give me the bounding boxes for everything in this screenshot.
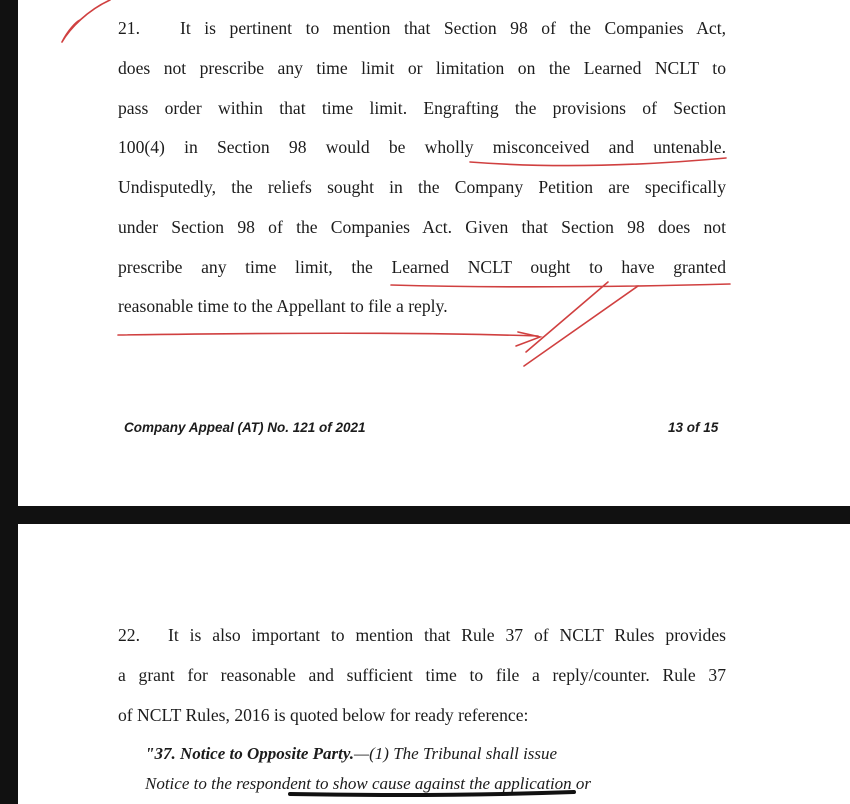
rule-37-heading: "37. Notice to Opposite Party. (145, 744, 354, 763)
para-21-line-4: 100(4) in Section 98 would be wholly misconceived and untenable. (118, 137, 726, 157)
para-22-line-1: 22. It is also important to mention that Rule 37 of NCLT Rules provides (118, 625, 726, 645)
document-page-13 (18, 0, 850, 506)
para-22-number: 22. (118, 625, 140, 645)
underline-full-line (118, 333, 538, 336)
footer-case-number: Company Appeal (AT) No. 121 of 2021 (124, 420, 366, 435)
quote-line-2: Notice to the respondent to show cause against the application or (145, 774, 592, 793)
para-21-line-1: 21. It is pertinent to mention that Section 98 of the Companies Act, (118, 18, 726, 38)
para-22-line-3: of NCLT Rules, 2016 is quoted below for ready reference: (118, 705, 529, 725)
page-separator (0, 506, 850, 524)
footer-page-number: 13 of 15 (668, 420, 719, 435)
para-21-line-5: Undisputedly, the reliefs sought in the Company Petition are specifically (118, 177, 726, 197)
document-page-14 (18, 524, 850, 804)
para-21-line-8: reasonable time to the Appellant to file a reply. (118, 296, 448, 316)
left-dark-margin (0, 0, 18, 804)
para-21-line-6: under Section 98 of the Companies Act. Given that Section 98 does not (118, 217, 726, 237)
underline-ought-granted (391, 284, 730, 287)
para-22-line-2: a grant for reasonable and sufficient time to file a reply/counter. Rule 37 (118, 665, 726, 685)
arrow-head (516, 332, 540, 346)
quote-line-1: "37. Notice to Opposite Party.—(1) The Tribunal shall issue (145, 744, 558, 763)
slash-1 (526, 282, 608, 352)
para-21-line-7: prescribe any time limit, the Learned NCLT ought to have granted (118, 257, 726, 277)
para-21-number: 21. (118, 18, 140, 38)
underline-misconceived (470, 158, 726, 165)
para-21-line-3: pass order within that time limit. Engrafting the provisions of Section (118, 98, 726, 118)
tick-mark-icon (62, 0, 110, 42)
para-21-line-2: does not prescribe any time limit or limitation on the Learned NCLT to (118, 58, 726, 78)
